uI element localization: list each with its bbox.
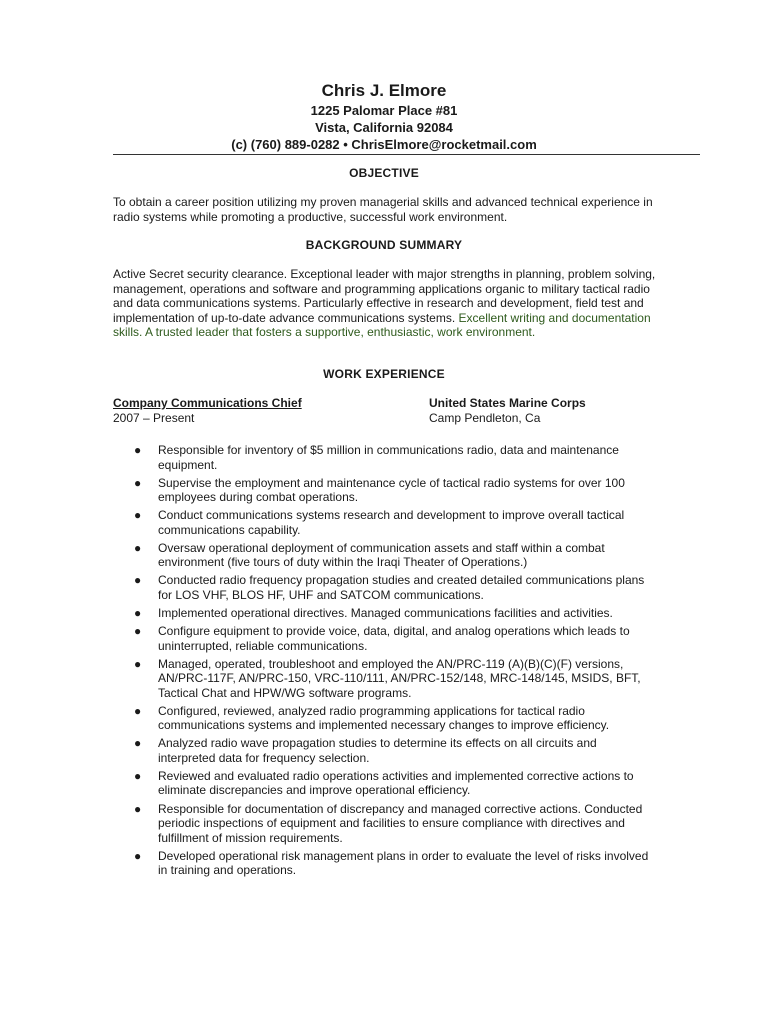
list-item: [113, 541, 653, 570]
list-item: [113, 736, 653, 765]
job-right-column: [429, 396, 586, 425]
bullet-icon: ●: [134, 540, 142, 555]
duty-text: Responsible for documentation of discrepancy and managed corrective actions. Conducted periodic inspections of equipment and facilities to ensure compliance with directives and fulfillment of mission requirements.: [158, 801, 643, 845]
list-item: [113, 624, 653, 653]
duty-text: Analyzed radio wave propagation studies to determine its effects on all circuits and interpreted data for frequency selection.: [158, 736, 597, 765]
job-location: Camp Pendleton, Ca: [429, 410, 541, 425]
background-summary: [113, 267, 673, 340]
bullet-icon: ●: [134, 801, 142, 816]
duty-text: Developed operational risk management plans in order to evaluate the level of risks involved in training and operations.: [158, 848, 649, 878]
background-text: Active Secret security clearance. Exceptional leader with major strengths in planning, problem solving, management, operations and software and programming applications organic to military tactical radio and data communications systems. Particularly effective in research and development, field test and implementation of up-to-date advance communications systems.: [113, 267, 656, 325]
duty-text: Managed, operated, troubleshoot and employed the AN/PRC-119 (A)(B)(C)(F) versions, AN/PRC-117F, AN/PRC-150, VRC-110/111, AN/PRC-152/148, MRC-148/145, MSIDS, BFT, Tactical Chat and HPW/WG software programs.: [158, 656, 641, 700]
employer: United States Marine Corps: [429, 396, 586, 410]
duty-text: Supervise the employment and maintenance cycle of tactical radio systems for over 100 employees during combat operations.: [158, 475, 625, 505]
background-heading: BACKGROUND SUMMARY: [305, 238, 463, 252]
list-item: [113, 849, 653, 878]
list-item: [113, 606, 653, 621]
objective-heading: OBJECTIVE: [349, 166, 419, 180]
list-item: [113, 508, 653, 537]
bullet-icon: ●: [134, 624, 142, 639]
address-line-2: Vista, California 92084: [315, 120, 453, 135]
objective-text: To obtain a career position utilizing my proven managerial skills and advanced technical experience in radio systems while promoting a productive, successful work environment.: [113, 195, 653, 224]
duty-text: Oversaw operational deployment of communication assets and staff within a combat environment (five tours of duty within the Iraqi Theater of Operations.): [158, 540, 605, 570]
bullet-icon: ●: [134, 736, 142, 751]
job-left-column: [113, 396, 302, 425]
list-item: [113, 443, 653, 472]
candidate-name: Chris J. Elmore: [321, 81, 447, 100]
header-divider: [113, 154, 700, 155]
duty-text: Implemented operational directives. Managed communications facilities and activities.: [158, 605, 613, 620]
resume-header: [0, 80, 768, 153]
address-line-1: 1225 Palomar Place #81: [310, 103, 458, 118]
list-item: [113, 704, 653, 733]
job-title: Company Communications Chief: [113, 396, 302, 410]
list-item: [113, 802, 653, 846]
bullet-icon: ●: [134, 656, 142, 671]
bullet-icon: ●: [134, 475, 142, 490]
duties-list: [113, 443, 653, 881]
job-dates: 2007 – Present: [113, 410, 195, 425]
bullet-icon: ●: [134, 703, 142, 718]
bullet-icon: ●: [134, 508, 142, 523]
duty-text: Conduct communications systems research and development to improve overall tactical communications capability.: [158, 508, 625, 537]
duty-text: Responsible for inventory of $5 million in communications radio, data and maintenance equipment.: [158, 443, 619, 472]
bullet-icon: ●: [134, 605, 142, 620]
duty-text: Reviewed and evaluated radio operations activities and implemented corrective actions to eliminate discrepancies and improve operational efficiency.: [158, 768, 634, 798]
list-item: [113, 657, 653, 701]
list-item: [113, 573, 653, 602]
contact-line: (c) (760) 889-0282 • ChrisElmore@rocketmail.com: [231, 137, 537, 152]
duty-text: Conducted radio frequency propagation studies and created detailed communications plans for LOS VHF, BLOS HF, UHF and SATCOM communications.: [158, 573, 645, 602]
work-experience-heading: WORK EXPERIENCE: [323, 367, 445, 381]
bullet-icon: ●: [134, 848, 142, 863]
duty-text: Configured, reviewed, analyzed radio programming applications for tactical radio communications systems and implemented necessary changes to improve efficiency.: [158, 703, 610, 733]
list-item: [113, 769, 653, 798]
duty-text: Configure equipment to provide voice, data, digital, and analog operations which leads to uninterrupted, reliable communications.: [158, 624, 630, 653]
bullet-icon: ●: [134, 443, 142, 457]
bullet-icon: ●: [134, 573, 142, 588]
bullet-icon: ●: [134, 768, 142, 783]
background-text-highlight: Excellent writing and documentation skills. A trusted leader that fosters a supportive, enthusiastic, work environment.: [113, 310, 651, 340]
list-item: [113, 476, 653, 505]
